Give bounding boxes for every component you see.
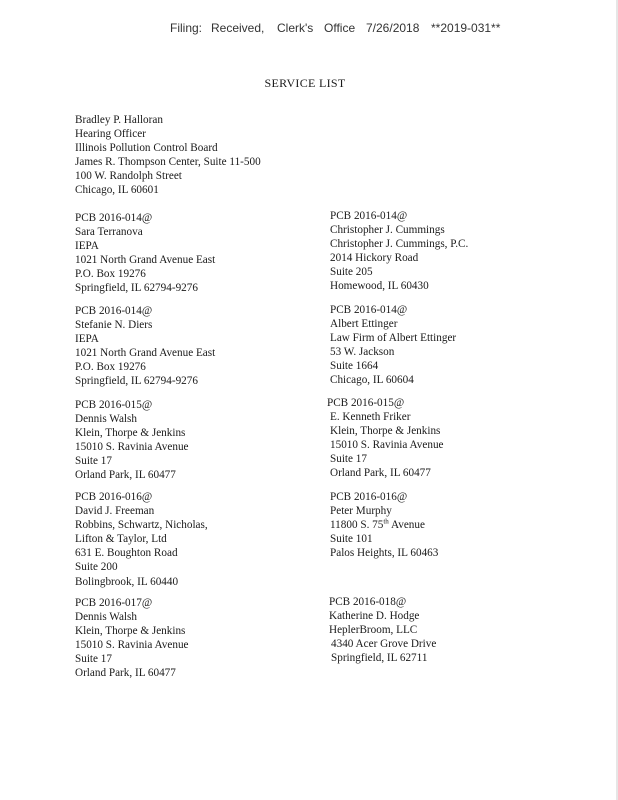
officer-line: 100 W. Randolph Street xyxy=(75,170,182,183)
header-clerks: Clerk's xyxy=(277,21,314,35)
address-line: Suite 17 xyxy=(75,455,112,468)
address-line: Suite 17 xyxy=(75,653,112,666)
address-line: Homewood, IL 60430 xyxy=(330,280,429,293)
address-line: IEPA xyxy=(75,240,99,253)
address-line: 15010 S. Ravinia Avenue xyxy=(75,441,189,454)
address-line: 53 W. Jackson xyxy=(330,346,395,359)
officer-line: Hearing Officer xyxy=(75,128,146,141)
address-line: 1021 North Grand Avenue East xyxy=(75,347,216,360)
officer-line: Bradley P. Halloran xyxy=(75,114,163,126)
address-line: Lifton & Taylor, Ltd xyxy=(75,533,167,546)
service-entry-right-1 xyxy=(330,209,468,294)
contact-name: Christopher J. Cummings xyxy=(330,224,445,237)
header-date: 7/26/2018 xyxy=(366,21,420,35)
contact-name: Peter Murphy xyxy=(330,505,392,518)
address-line: Chicago, IL 60604 xyxy=(330,374,414,387)
service-entry-left-3 xyxy=(75,398,189,483)
address-line: Palos Heights, IL 60463 xyxy=(330,547,439,560)
docket-number: PCB 2016-017@ xyxy=(75,597,153,609)
docket-number: PCB 2016-015@ xyxy=(75,399,153,411)
docket-number: PCB 2016-014@ xyxy=(75,212,153,224)
docket-number: PCB 2016-014@ xyxy=(330,210,408,222)
address-line: 631 E. Boughton Road xyxy=(75,547,178,560)
service-entry-left-1 xyxy=(75,211,215,296)
address-line: 15010 S. Ravinia Avenue xyxy=(330,439,444,452)
header-docket: **2019-031** xyxy=(431,21,501,35)
docket-number: PCB 2016-016@ xyxy=(75,491,153,503)
address-line: 2014 Hickory Road xyxy=(330,252,419,265)
address-line: 15010 S. Ravinia Avenue xyxy=(75,639,189,652)
contact-name: Dennis Walsh xyxy=(75,611,137,624)
contact-name: Stefanie N. Diers xyxy=(75,319,153,332)
contact-name: David J. Freeman xyxy=(75,505,155,518)
docket-number: PCB 2016-014@ xyxy=(75,305,153,317)
contact-name: Sara Terranova xyxy=(75,226,143,239)
service-entry-left-5 xyxy=(75,596,189,681)
docket-number: PCB 2016-014@ xyxy=(330,304,408,316)
address-line: Law Firm of Albert Ettinger xyxy=(330,332,457,345)
address-line: Bolingbrook, IL 60440 xyxy=(75,575,179,588)
address-line: P.O. Box 19276 xyxy=(75,268,146,281)
service-entry-right-4 xyxy=(330,490,438,560)
header-filing: Filing: xyxy=(170,21,203,35)
address-line: Suite 101 xyxy=(330,533,373,546)
officer-line: Illinois Pollution Control Board xyxy=(75,142,218,155)
service-entry-right-5 xyxy=(329,595,436,665)
address-line: Klein, Thorpe & Jenkins xyxy=(75,427,186,440)
address-line: Robbins, Schwartz, Nicholas, xyxy=(75,519,208,532)
address-line: Suite 1664 xyxy=(330,360,379,373)
address-line: Orland Park, IL 60477 xyxy=(75,469,176,482)
address-line: Suite 17 xyxy=(330,453,367,466)
address-line: IEPA xyxy=(75,333,99,346)
address-line: Christopher J. Cummings, P.C. xyxy=(330,238,469,251)
service-entry-left-4 xyxy=(75,490,208,589)
address-line: 1021 North Grand Avenue East xyxy=(75,254,216,267)
contact-name: Katherine D. Hodge xyxy=(329,610,420,623)
docket-number: PCB 2016-015@ xyxy=(327,397,405,409)
docket-number: PCB 2016-018@ xyxy=(329,596,407,608)
address-line: Suite 200 xyxy=(75,561,118,574)
street-number: 11800 S. 75 xyxy=(330,519,384,532)
service-entry-left-2 xyxy=(75,304,215,389)
address-line: Orland Park, IL 60477 xyxy=(330,467,431,480)
officer-line: James R. Thompson Center, Suite 11-500 xyxy=(75,156,261,169)
street-name: Avenue xyxy=(388,519,425,532)
address-line: HeplerBroom, LLC xyxy=(329,624,418,637)
address-line: Orland Park, IL 60477 xyxy=(75,667,176,680)
contact-name: Albert Ettinger xyxy=(330,318,398,331)
address-line: Springfield, IL 62794-9276 xyxy=(75,282,198,295)
header-office: Office xyxy=(324,21,356,35)
header-received: Received, xyxy=(211,21,265,35)
address-line: 4340 Acer Grove Drive xyxy=(331,638,437,651)
officer-line: Chicago, IL 60601 xyxy=(75,184,159,197)
address-line xyxy=(330,518,438,532)
page-title: SERVICE LIST xyxy=(264,76,346,90)
address-line: Springfield, IL 62794-9276 xyxy=(75,375,198,388)
contact-name: Dennis Walsh xyxy=(75,413,137,426)
address-line: Suite 205 xyxy=(330,266,373,279)
docket-number: PCB 2016-016@ xyxy=(330,491,408,503)
service-entry-right-3 xyxy=(327,396,444,481)
address-line: Springfield, IL 62711 xyxy=(331,652,428,665)
address-line: P.O. Box 19276 xyxy=(75,361,146,374)
contact-name: E. Kenneth Friker xyxy=(330,411,411,424)
address-line: Klein, Thorpe & Jenkins xyxy=(75,625,186,638)
ordinal-suffix: th xyxy=(383,517,389,526)
hearing-officer-block xyxy=(75,113,261,198)
address-line: Klein, Thorpe & Jenkins xyxy=(330,425,441,438)
service-entry-right-2 xyxy=(330,303,456,388)
